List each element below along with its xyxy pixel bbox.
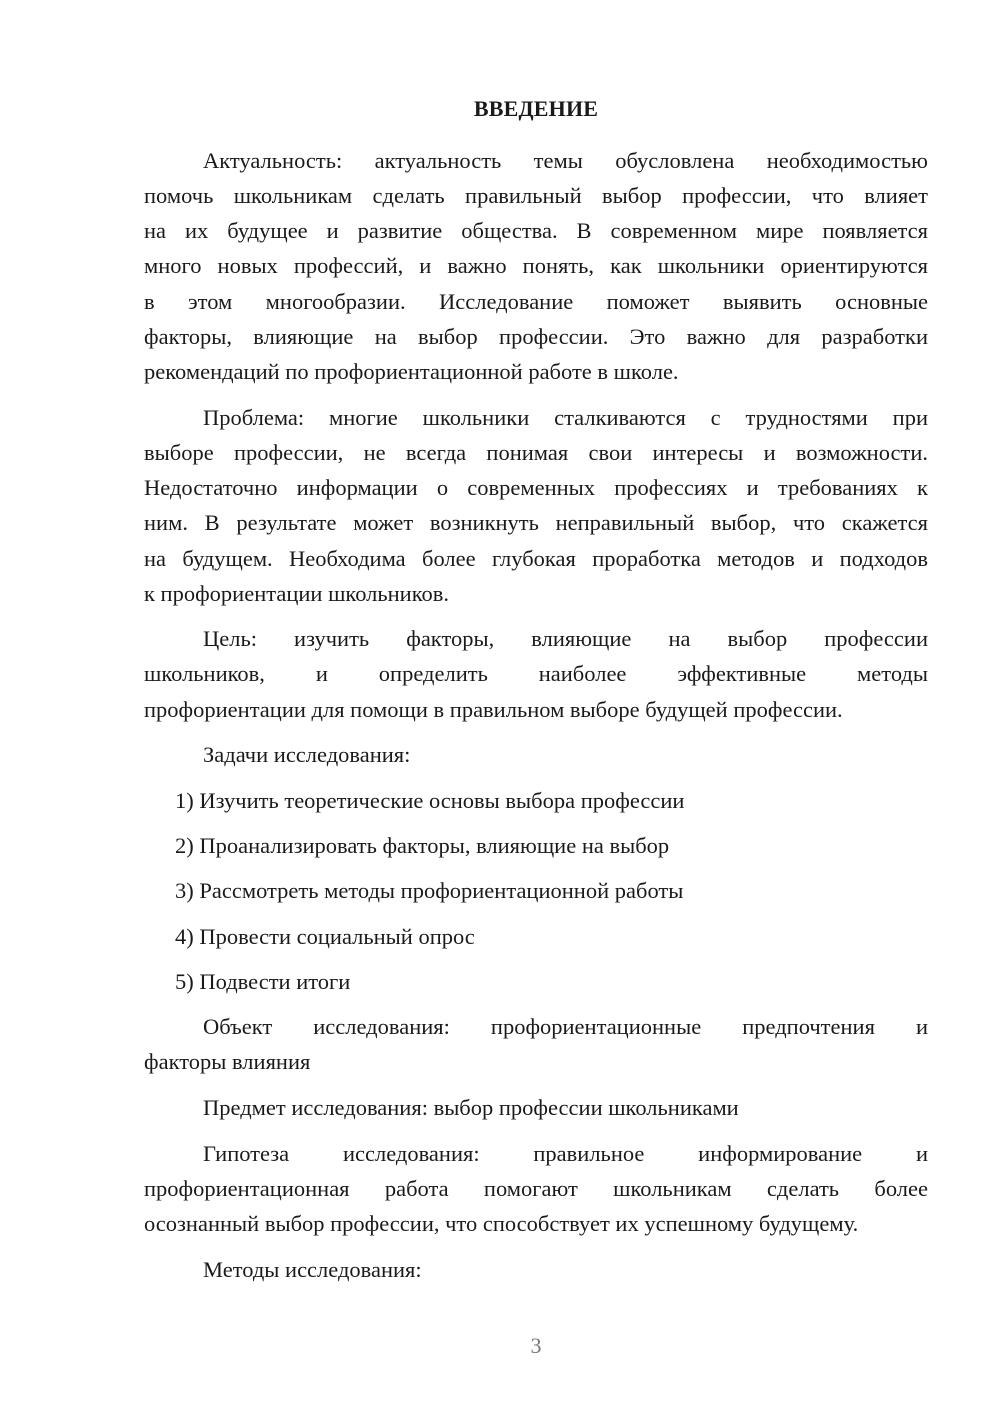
text-line: Проблема: многие школьники сталкиваются с трудностями при [203,405,928,430]
text-line: факторы влияния [144,1049,311,1074]
text-line: на их будущее и развитие общества. В современном мире появляется [144,218,928,243]
text-line: профориентации для помощи в правильном выборе будущей профессии. [144,697,843,722]
text-line: Недостаточно информации о современных профессиях и требованиях к [144,475,928,500]
text-line: Актуальность: актуальность темы обусловлена необходимостью [203,148,928,173]
text-line: факторы, влияющие на выбор профессии. Это важно для разработки [144,324,928,349]
text-line: Объект исследования: профориентационные предпочтения и [203,1014,928,1039]
paragraph-subject: Предмет исследования: выбор профессии школьниками [203,1095,739,1120]
task-item: 3) Рассмотреть методы профориентационной работы [175,878,684,903]
text-line: профориентационная работа помогают школьникам сделать более [144,1176,928,1201]
text-line: ним. В результате может возникнуть неправильный выбор, что скажется [144,510,928,535]
task-item: 2) Проанализировать факторы, влияющие на выбор [175,833,670,858]
text-line: помочь школьникам сделать правильный выбор профессии, что влияет [144,183,928,208]
page-number: 3 [530,1333,542,1358]
text-line: выборе профессии, не всегда понимая свои интересы и возможности. [144,440,928,465]
task-item: 4) Провести социальный опрос [175,924,475,949]
text-line: школьников, и определить наиболее эффективные методы [144,661,928,686]
text-line: к профориентации школьников. [144,581,450,606]
text-line: много новых профессий, и важно понять, как школьники ориентируются [144,253,928,278]
section-title: ВВЕДЕНИЕ [473,96,599,121]
text-line: на будущем. Необходима более глубокая проработка методов и подходов [144,546,928,571]
task-item: 1) Изучить теоретические основы выбора профессии [175,788,685,813]
text-line: в этом многообразии. Исследование поможет выявить основные [144,289,928,314]
text-line: осознанный выбор профессии, что способствует их успешному будущему. [144,1211,859,1236]
methods-heading: Методы исследования: [203,1257,422,1282]
tasks-heading: Задачи исследования: [203,742,411,767]
text-line: Гипотеза исследования: правильное информирование и [203,1141,928,1166]
text-line: Цель: изучить факторы, влияющие на выбор профессии [203,626,928,651]
text-line: рекомендаций по профориентационной работе в школе. [144,359,679,384]
task-item: 5) Подвести итоги [175,969,351,994]
